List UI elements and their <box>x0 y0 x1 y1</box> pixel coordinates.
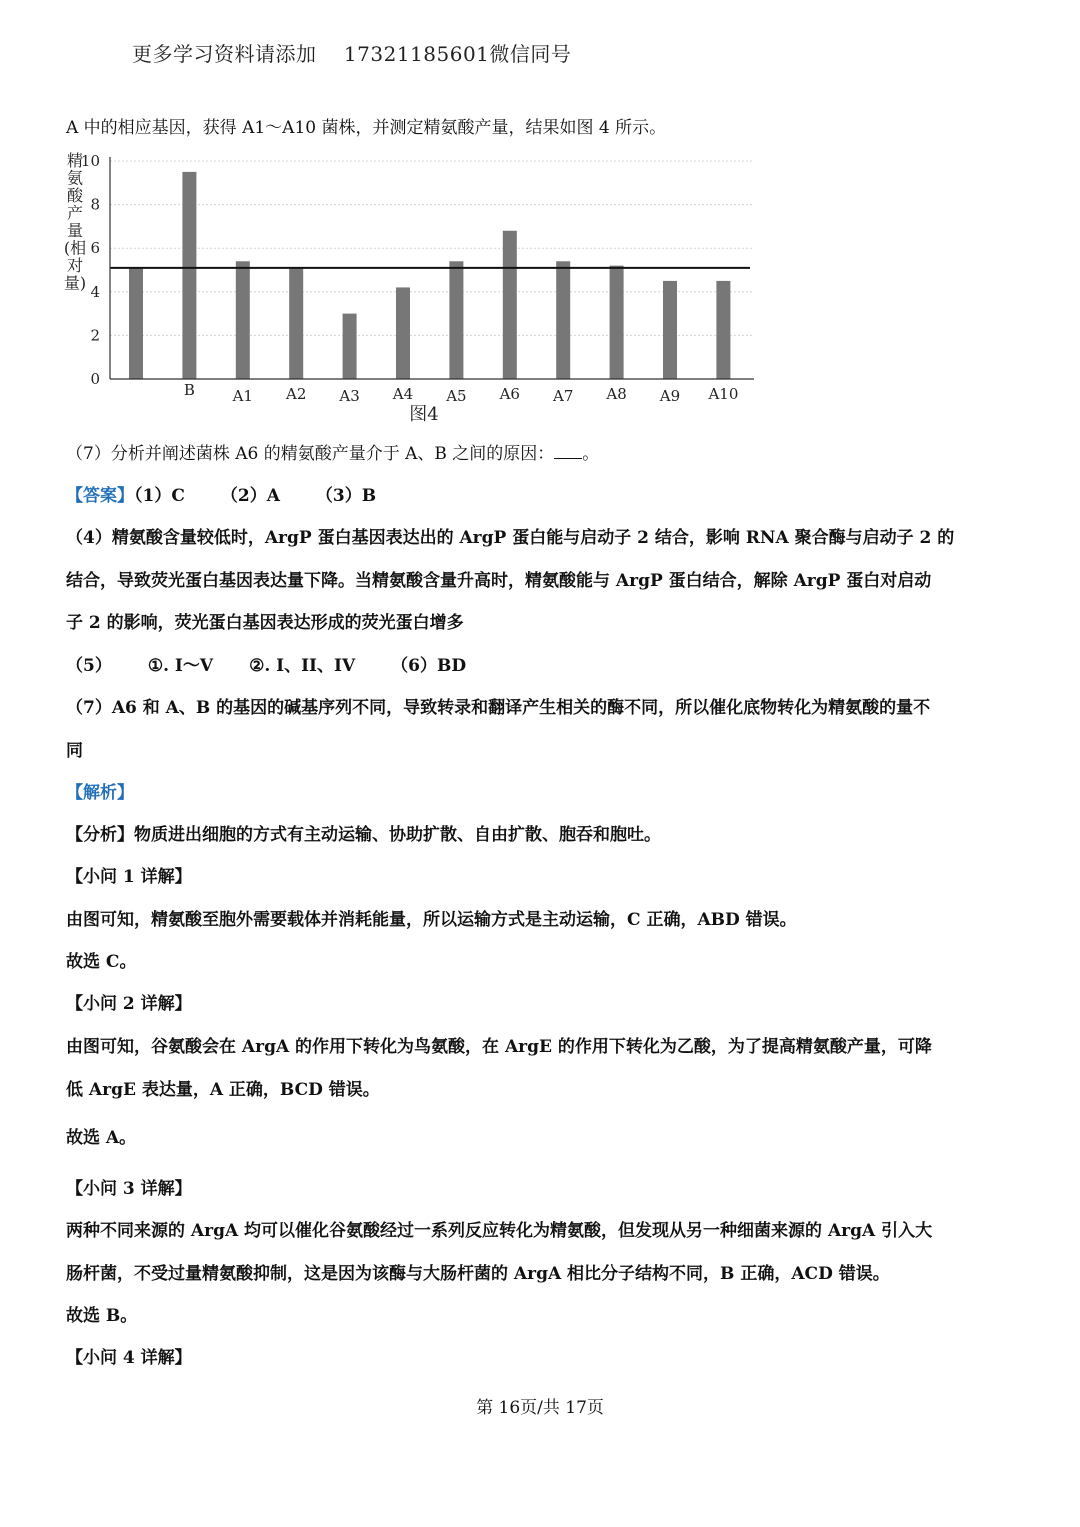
x-tick-label: A4 <box>392 385 414 403</box>
q2-line-2: 低 ArgE 表达量，A 正确，BCD 错误。 <box>66 1080 380 1100</box>
answer-6: （6）BD <box>391 656 467 676</box>
y-axis-label-char: 量) <box>63 273 87 293</box>
question-7-end: 。 <box>582 444 600 464</box>
analysis-fenxi: 【分析】物质进出细胞的方式有主动运输、协助扩散、自由扩散、胞吞和胞吐。 <box>66 825 661 845</box>
answer-4-line-2: 结合，导致荧光蛋白基因表达量下降。当精氨酸含量升高时，精氨酸能与 ArgP 蛋白结合，解除 ArgP 蛋白对启动 <box>66 571 932 591</box>
bar-A7 <box>556 261 570 379</box>
grid-lines <box>110 161 754 335</box>
q3-line-1: 两种不同来源的 ArgA 均可以催化谷氨酸经过一系列反应转化为精氨酸，但发现从另一种细菌来源的 ArgA 引入大 <box>66 1221 933 1241</box>
q3-choose: 故选 B。 <box>66 1306 138 1326</box>
y-axis-label-char: 对 <box>66 256 84 275</box>
answer-7-line-1: （7）A6 和 A、B 的基因的碱基序列不同，导致转录和翻译产生相关的酶不同，所以催化底物转化为精氨酸的量不 <box>66 698 931 718</box>
answer-3: （3）B <box>315 486 377 506</box>
answer-line-1 <box>66 481 376 506</box>
y-axis-label-char: 精 <box>66 151 84 170</box>
bar-A6 <box>503 231 517 379</box>
x-tick-label: A2 <box>286 385 307 403</box>
q1-title: 【小问 1 详解】 <box>66 867 192 887</box>
answer-2: （2）A <box>220 486 280 506</box>
q4-title: 【小问 4 详解】 <box>66 1348 192 1368</box>
answer-5-part2: ②. I、II、IV <box>249 656 356 676</box>
bar-A10 <box>716 281 730 379</box>
y-axis-label <box>64 151 86 293</box>
answer-blank <box>554 444 582 459</box>
answer-4-line-1: （4）精氨酸含量较低时，ArgP 蛋白基因表达出的 ArgP 蛋白能与启动子 2 结合，影响 RNA 聚合酶与启动子 2 的 <box>66 528 955 548</box>
bar-A1 <box>236 261 250 379</box>
page-footer: 第 16页/共 17页 <box>476 1398 604 1418</box>
bar-A5 <box>449 261 463 379</box>
answer-5-6-line <box>66 651 466 676</box>
y-axis-label-char: 产 <box>66 203 84 223</box>
answer-7-line-2: 同 <box>66 741 83 761</box>
y-tick-label: 6 <box>90 239 100 258</box>
answer-tag: 【答案】 <box>66 486 134 506</box>
intro-text: A 中的相应基因，获得 A1～A10 菌株，并测定精氨酸产量，结果如图 4 所示。 <box>66 118 667 138</box>
q1-text: 由图可知，精氨酸至胞外需要载体并消耗能量，所以运输方式是主动运输，C 正确，ABD 错误。 <box>66 910 797 930</box>
answer-1: （1）C <box>134 486 185 506</box>
x-tick-label: A9 <box>659 387 681 405</box>
bar-A2 <box>289 268 303 379</box>
x-tick-label: A7 <box>553 387 574 405</box>
y-tick-label: 2 <box>90 326 100 345</box>
question-7-text: （7）分析并阐述菌株 A6 的精氨酸产量介于 A、B 之间的原因： <box>66 444 555 464</box>
x-tick-label: A1 <box>232 387 253 405</box>
y-axis-label-char: 酸 <box>66 186 84 205</box>
y-tick-label: 10 <box>80 152 100 170</box>
y-axis-label-char: 量 <box>66 221 84 240</box>
bar-A4 <box>396 287 410 379</box>
answer-5-label: （5） <box>66 656 112 676</box>
x-tick-labels <box>184 381 738 405</box>
y-axis-label-char: (相 <box>63 238 87 258</box>
bar-A3 <box>343 314 357 379</box>
bar-A9 <box>663 281 677 379</box>
bars <box>129 172 730 379</box>
q2-title: 【小问 2 详解】 <box>66 994 192 1014</box>
q3-title: 【小问 3 详解】 <box>66 1179 192 1199</box>
y-tick-label: 0 <box>90 370 100 388</box>
x-tick-label: A6 <box>499 385 520 403</box>
q1-choose: 故选 C。 <box>66 952 137 972</box>
x-tick-label: A3 <box>339 387 360 405</box>
x-tick-label: A5 <box>446 387 467 405</box>
y-tick-labels <box>81 152 100 388</box>
watermark-header: 更多学习资料请添加 17321185601微信同号 <box>132 42 572 66</box>
y-axis-label-char: 氨 <box>66 168 84 188</box>
y-tick-label: 4 <box>90 282 100 301</box>
answer-4-line-3: 子 2 的影响，荧光蛋白基因表达形成的荧光蛋白增多 <box>66 613 464 633</box>
x-tick-label: A8 <box>606 385 627 403</box>
x-tick-label: B <box>183 381 195 399</box>
q3-line-2: 肠杆菌，不受过量精氨酸抑制，这是因为该酶与大肠杆菌的 ArgA 相比分子结构不同，B 正确，ACD 错误。 <box>66 1264 890 1284</box>
bar-chart-figure4 <box>60 148 780 430</box>
q2-choose: 故选 A。 <box>66 1128 137 1148</box>
bar-A8 <box>610 266 624 379</box>
x-tick-label: A10 <box>708 385 739 403</box>
bar-B <box>182 172 196 379</box>
question-7 <box>66 439 599 464</box>
answer-5-part1: ①. I～V <box>147 656 214 676</box>
q2-line-1: 由图可知，谷氨酸会在 ArgA 的作用下转化为鸟氨酸，在 ArgE 的作用下转化为乙酸，为了提高精氨酸产量，可降 <box>66 1037 932 1057</box>
analysis-tag: 【解析】 <box>66 783 134 803</box>
chart-title: 图4 <box>409 404 439 425</box>
y-tick-label: 8 <box>90 195 100 214</box>
bar-control <box>129 268 143 379</box>
